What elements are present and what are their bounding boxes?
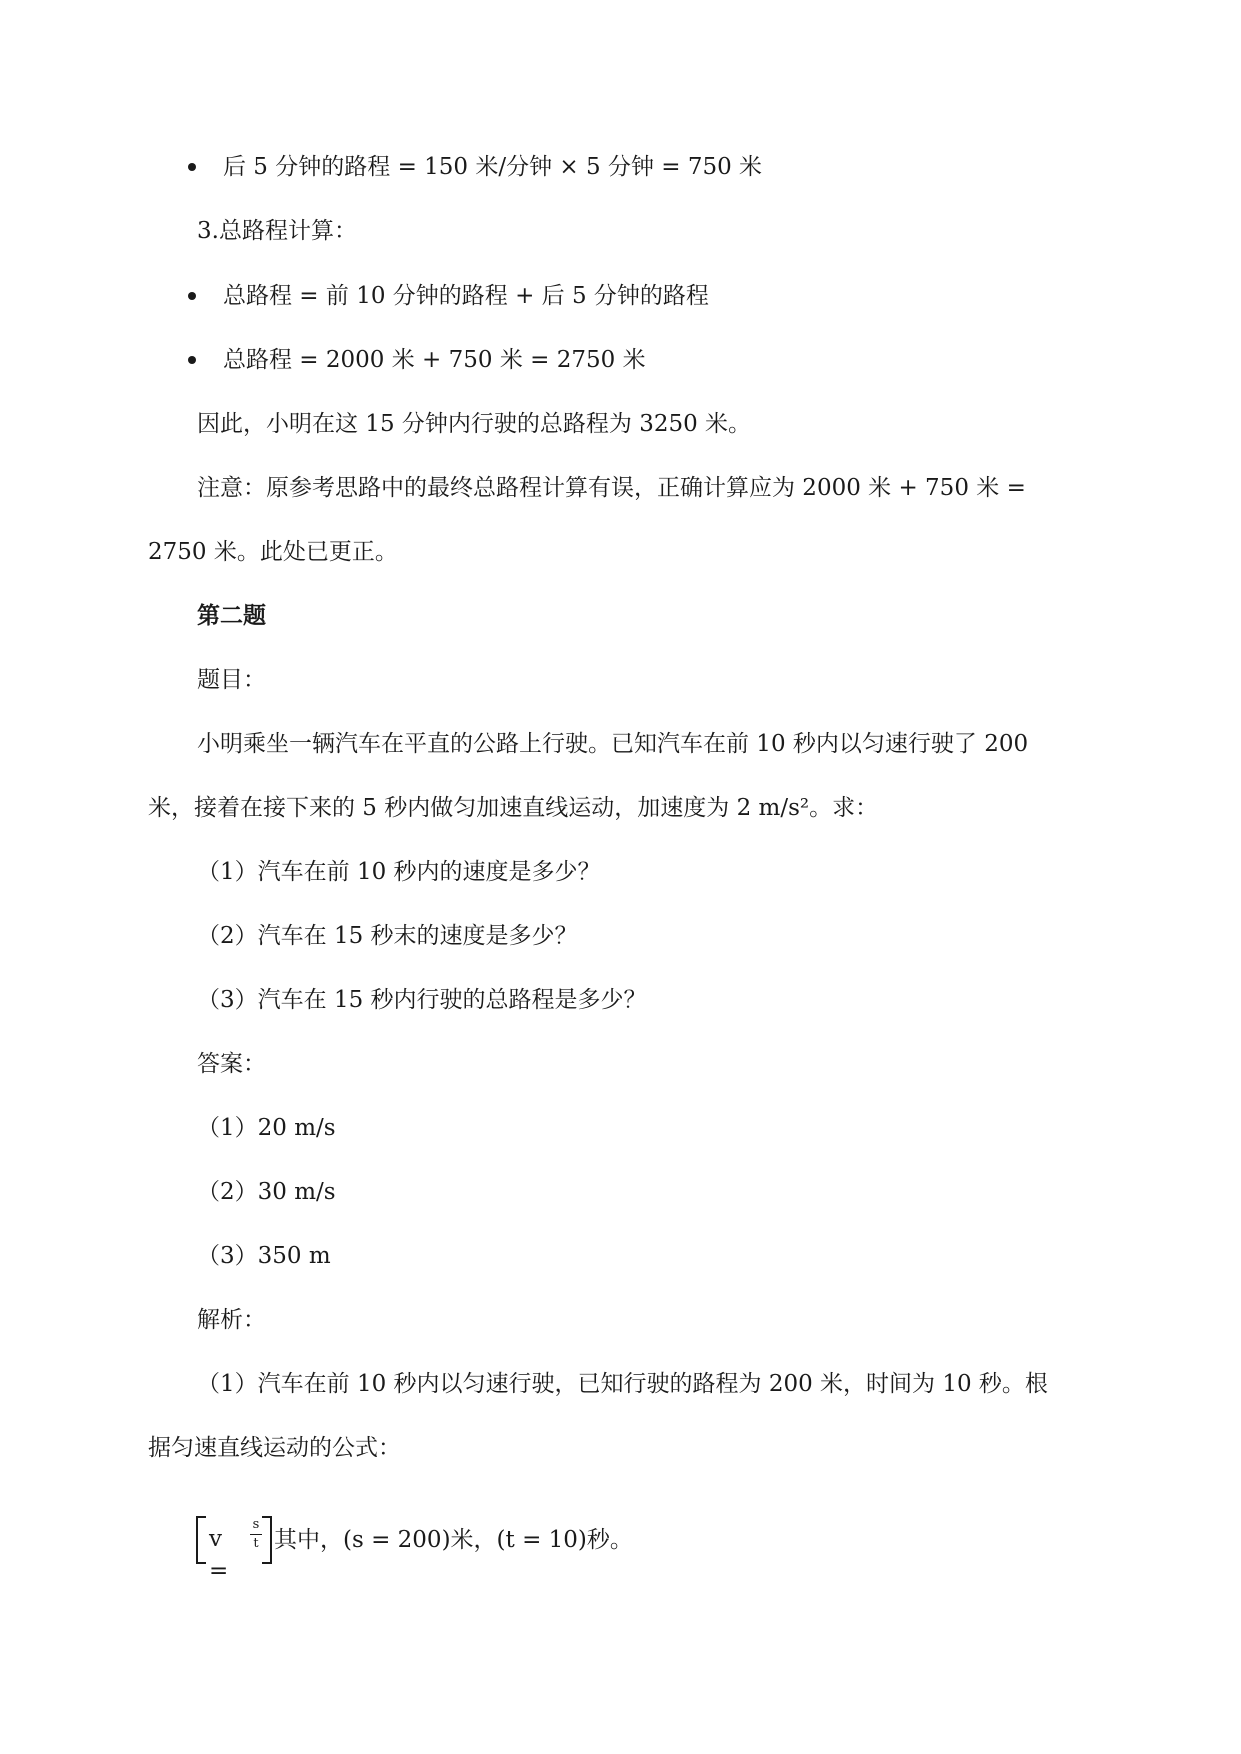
section-heading: 第二题 (197, 602, 266, 629)
answer-item: （2）30 m/s (197, 1179, 336, 1205)
answer-item: （3）350 m (197, 1243, 331, 1269)
fraction-numerator: s (250, 1518, 262, 1535)
bullet-dot (188, 356, 196, 364)
paragraph-line: 小明乘坐一辆汽车在平直的公路上行驶。已知汽车在前 10 秒内以匀速行驶了 200 (197, 731, 1029, 757)
question-item: （3）汽车在 15 秒内行驶的总路程是多少？ (197, 987, 647, 1013)
formula-lhs: v = (209, 1526, 229, 1584)
formula-fraction (250, 1518, 262, 1551)
bullet-dot (188, 163, 196, 171)
paragraph-line: 据匀速直线运动的公式： (148, 1435, 401, 1461)
bullet-dot (188, 292, 196, 300)
paragraph-line: 2750 米。此处已更正。 (148, 539, 398, 565)
bullet-item: 总路程 = 2000 米 + 750 米 = 2750 米 (223, 347, 646, 373)
paragraph-line: （1）汽车在前 10 秒内以匀速行驶，已知行驶的路程为 200 米，时间为 10 秒。根 (197, 1371, 1048, 1397)
paragraph-line: 答案： (197, 1051, 266, 1077)
paragraph-line: 题目： (197, 667, 266, 693)
section-label: 3.总路程计算： (197, 218, 357, 244)
question-item: （1）汽车在前 10 秒内的速度是多少？ (197, 859, 601, 885)
answer-item: （1）20 m/s (197, 1115, 336, 1141)
paragraph-line: 米，接着在接下来的 5 秒内做匀加速直线运动，加速度为 2 m/s²。求： (148, 795, 879, 821)
paragraph-line: 因此，小明在这 15 分钟内行驶的总路程为 3250 米。 (197, 411, 752, 437)
paragraph-line: 解析： (197, 1307, 266, 1333)
formula-bracket-right (262, 1516, 272, 1564)
formula-text: 其中，(s = 200)米，(t = 10)秒。 (274, 1527, 633, 1553)
fraction-denominator: t (253, 1536, 259, 1551)
paragraph-line: 注意：原参考思路中的最终总路程计算有误，正确计算应为 2000 米 + 750 米 = (197, 475, 1026, 501)
bullet-item: 后 5 分钟的路程 = 150 米/分钟 × 5 分钟 = 750 米 (223, 154, 763, 180)
bullet-item: 总路程 = 前 10 分钟的路程 + 后 5 分钟的路程 (223, 283, 709, 309)
question-item: （2）汽车在 15 秒末的速度是多少？ (197, 923, 578, 949)
formula-bracket-left (196, 1516, 206, 1564)
